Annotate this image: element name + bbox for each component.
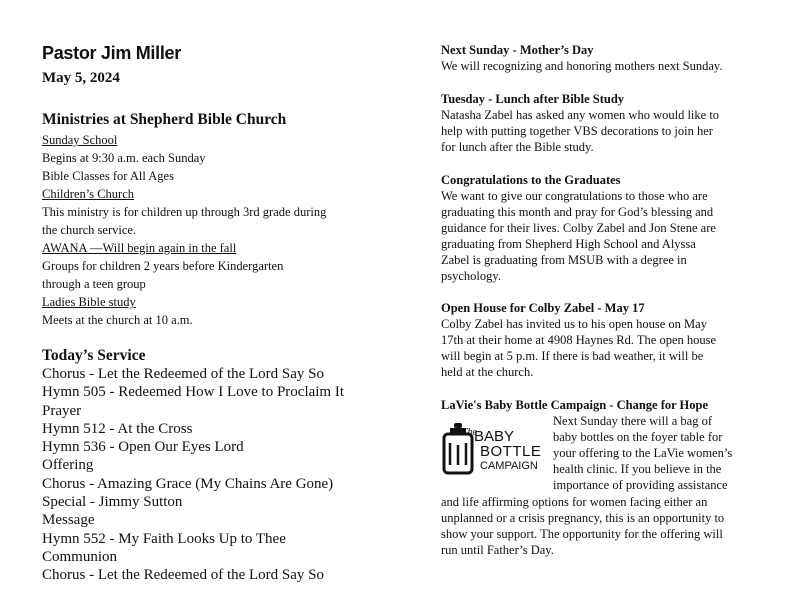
announcement-line: Colby Zabel has invited us to his open house on May (441, 317, 707, 331)
announcement-line: help with putting together VBS decorations to join her (441, 124, 713, 139)
ministry-detail: Groups for children 2 years before Kindergarten (42, 259, 284, 273)
service-item: Chorus - Let the Redeemed of the Lord Say So (42, 567, 325, 584)
service-item: Hymn 552 - My Faith Looks Up to Thee (42, 530, 286, 547)
service-item: Offering (42, 457, 94, 474)
announcement-line: your offering to the LaVie women’s (553, 446, 733, 461)
service-item: Chorus - Amazing Grace (My Chains Are Gone) (42, 475, 334, 492)
announcement-line: graduating from Shepherd High School and Alyssa (441, 237, 696, 252)
ministry-detail: the church service. (42, 223, 137, 237)
logo-baby: BABY (474, 428, 515, 445)
baby-bottle-wrap-text (553, 413, 773, 493)
service-item: Hymn 536 - Open Our Eyes Lord (42, 439, 244, 456)
service-item: Chorus - Let the Redeemed of the Lord Say So (42, 366, 325, 382)
ministry-name: Children’s Church (42, 187, 135, 201)
baby-bottle-full-text (441, 494, 771, 558)
service-item: Message (42, 512, 95, 529)
logo-bottle: BOTTLE (480, 443, 542, 460)
service-item: Prayer (42, 402, 82, 419)
service-item: Hymn 505 - Redeemed How I Love to Proclaim It (42, 384, 345, 401)
ministry-name: Sunday School (42, 133, 118, 147)
ministries-heading: Ministries at Shepherd Bible Church (42, 111, 287, 128)
announcement-line: health clinic. If you believe in the (553, 462, 722, 477)
announcement-line: for lunch after the Bible study. (441, 140, 594, 155)
service-section (42, 347, 402, 585)
announcement-line: Natasha Zabel has asked any women who would like to (441, 108, 720, 122)
service-item: Hymn 512 - At the Cross (42, 420, 193, 437)
bulletin-date: May 5, 2024 (42, 70, 120, 86)
announcement-line: We want to give our congratulations to those who are (441, 189, 708, 203)
ministry-detail: Meets at the church at 10 a.m. (42, 313, 193, 327)
announcement-line: graduating this month and pray for God’s blessing and (441, 205, 714, 220)
ministry-name: Ladies Bible study (42, 295, 136, 309)
announcement-line: guidance for their lives. Colby Zabel and Jon Stene are (441, 221, 716, 236)
logo-the: The (462, 427, 477, 438)
announcement-graduates (441, 172, 771, 285)
announcement-line: held at the church. (441, 365, 534, 380)
announcement-lunch (441, 91, 771, 155)
announcement-line: run until Father’s Day. (441, 543, 554, 558)
announcement-line: We will recognizing and honoring mothers next Sunday. (441, 59, 723, 73)
announcement-title: Tuesday - Lunch after Bible Study (441, 92, 625, 106)
logo-campaign: CAMPAIGN (480, 460, 538, 472)
announcement-line: 17th at their home at 4908 Haynes Rd. The open house (441, 333, 717, 348)
announcement-line: Zabel is graduating from MSUB with a degree in (441, 253, 687, 268)
announcement-title: Next Sunday - Mother’s Day (441, 43, 594, 57)
service-item: Communion (42, 548, 118, 565)
announcement-open-house (441, 300, 771, 380)
service-order-list (42, 365, 402, 585)
announcement-baby-bottle (441, 397, 771, 413)
announcement-line: unplanned or a crisis pregnancy, this is an opportunity to (441, 511, 725, 526)
announcement-line: show your support. The opportunity for the offering will (441, 527, 723, 542)
service-item: Special - Jimmy Sutton (42, 494, 183, 511)
pastor-name: Pastor Jim Miller (42, 43, 181, 63)
ministry-detail: through a teen group (42, 277, 146, 291)
announcement-line: psychology. (441, 269, 501, 284)
ministry-detail: Begins at 9:30 a.m. each Sunday (42, 151, 206, 165)
announcement-line: Next Sunday there will a bag of (553, 414, 712, 428)
announcement-line: and life affirming options for women facing either an (441, 495, 708, 509)
ministry-detail: Bible Classes for All Ages (42, 169, 174, 183)
ministries-list (42, 131, 402, 329)
announcement-title: Open House for Colby Zabel - May 17 (441, 301, 645, 315)
announcement-line: baby bottles on the foyer table for (553, 430, 723, 445)
announcement-line: will begin at 5 p.m. If there is bad weather, it will be (441, 349, 704, 364)
announcement-mothers-day (441, 42, 771, 74)
ministry-name: AWANA —Will begin again in the fall (42, 241, 237, 255)
service-heading: Today’s Service (42, 347, 146, 364)
ministries-section (42, 111, 402, 329)
announcement-line: importance of providing assistance (553, 478, 728, 493)
announcement-title: LaVie's Baby Bottle Campaign - Change for Hope (441, 398, 709, 412)
announcement-title: Congratulations to the Graduates (441, 173, 621, 187)
baby-bottle-campaign-logo (441, 423, 549, 475)
ministry-detail: This ministry is for children up through 3rd grade during (42, 205, 327, 219)
